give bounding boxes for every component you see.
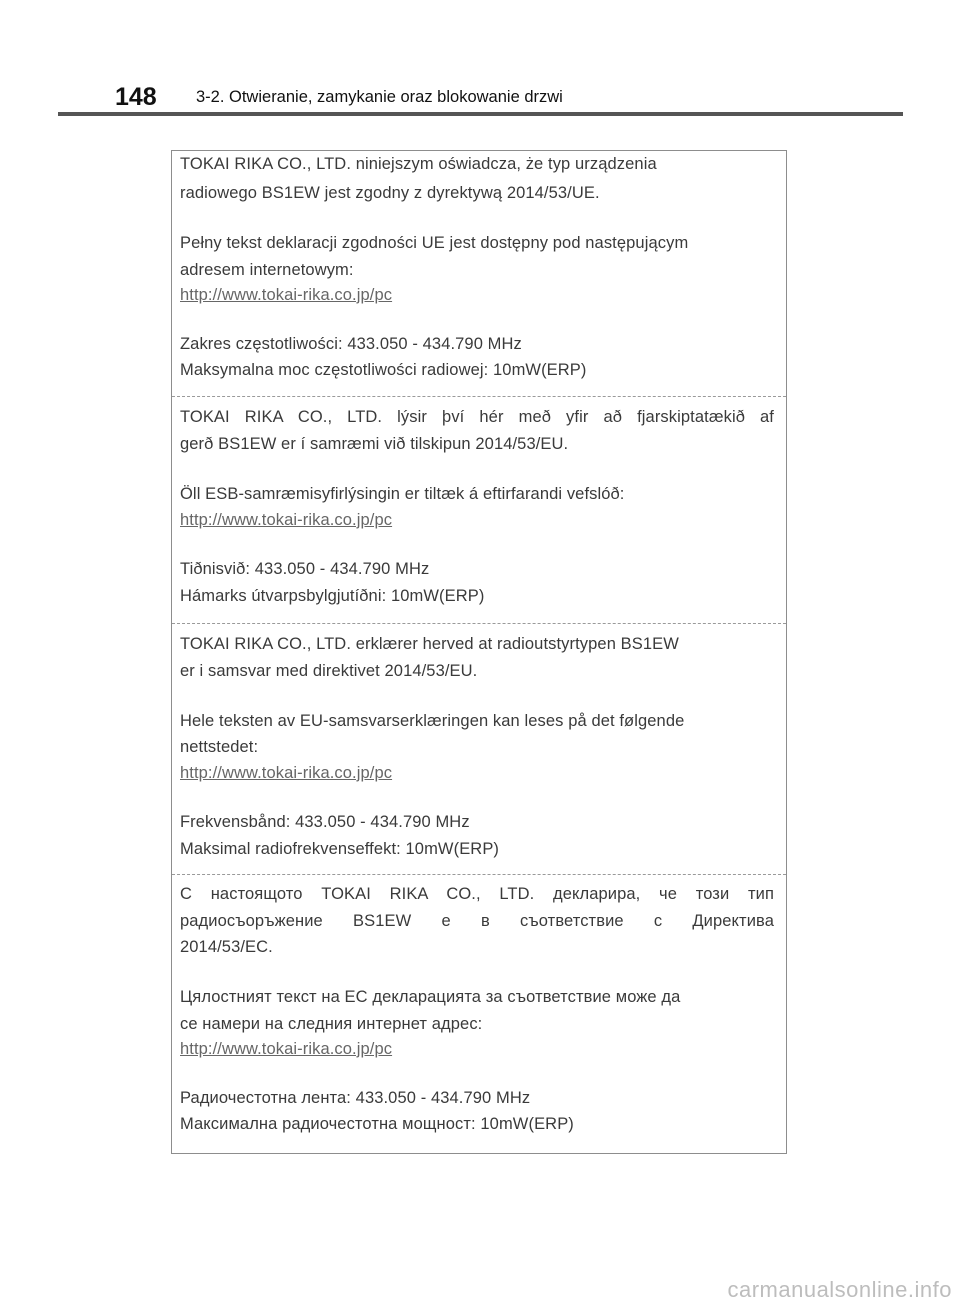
text-line: adresem internetowym: [180, 261, 354, 279]
text-line: er i samsvar med direktivet 2014/53/EU. [180, 662, 478, 680]
section-divider [172, 623, 786, 624]
text-line: Hele teksten av EU-samsvarserklæringen kan leses på det følgende [180, 712, 685, 730]
text-line: Pełny tekst deklaracji zgodności UE jest dostępny pod następującym [180, 234, 689, 252]
text-line: Öll ESB-samræmisyfirlýsingin er tiltæk á eftirfarandi vefslóð: [180, 485, 625, 503]
text-line: TOKAI RIKA CO., LTD. erklærer herved at radioutstyrtypen BS1EW [180, 635, 679, 653]
section-title: 3-2. Otwieranie, zamykanie oraz blokowanie drzwi [196, 88, 563, 106]
text-line: Hámarks útvarpsbylgjutíðni: 10mW(ERP) [180, 587, 485, 605]
header-rule [58, 112, 903, 116]
declaration-link[interactable]: http://www.tokai-rika.co.jp/pc [180, 764, 393, 782]
text-line: TOKAI RIKA CO., LTD. lýsir því hér með yfir að fjarskiptatækið af [180, 408, 774, 426]
text-line: радиосъоръжение BS1EW е в съответствие с Директива [180, 912, 774, 930]
text-line: Maksymalna moc częstotliwości radiowej: 10mW(ERP) [180, 361, 587, 379]
text-line: се намери на следния интернет адрес: [180, 1015, 483, 1033]
text-line: Tiðnisvið: 433.050 - 434.790 MHz [180, 560, 430, 578]
text-line: Zakres częstotliwości: 433.050 - 434.790 MHz [180, 335, 522, 353]
declaration-link[interactable]: http://www.tokai-rika.co.jp/pc [180, 286, 393, 304]
text-line: radiowego BS1EW jest zgodny z dyrektywą 2014/53/UE. [180, 184, 600, 202]
page-header [58, 80, 903, 110]
watermark: carmanualsonline.info [727, 1277, 952, 1302]
text-line: Frekvensbånd: 433.050 - 434.790 MHz [180, 813, 470, 831]
text-line: Радиочестотна лента: 433.050 - 434.790 MHz [180, 1089, 531, 1107]
text-line: Максимална радиочестотна мощност: 10mW(ERP) [180, 1115, 574, 1133]
declaration-link[interactable]: http://www.tokai-rika.co.jp/pc [180, 1040, 393, 1058]
text-line: Maksimal radiofrekvenseffekt: 10mW(ERP) [180, 840, 500, 858]
section-divider [172, 396, 786, 397]
text-line: С настоящото TOKAI RIKA CO., LTD. декларира, че този тип [180, 885, 774, 903]
declaration-link[interactable]: http://www.tokai-rika.co.jp/pc [180, 511, 393, 529]
text-line: 2014/53/ЕС. [180, 938, 273, 956]
page-number: 148 [115, 83, 157, 111]
declaration-box [171, 150, 787, 1154]
text-line: gerð BS1EW er í samræmi við tilskipun 2014/53/EU. [180, 435, 569, 453]
text-line: nettstedet: [180, 738, 259, 756]
text-line: TOKAI RIKA CO., LTD. niniejszym oświadcza, że typ urządzenia [180, 155, 657, 173]
section-divider [172, 874, 786, 875]
text-line: Цялостният текст на ЕС декларацията за съответствие може да [180, 988, 681, 1006]
